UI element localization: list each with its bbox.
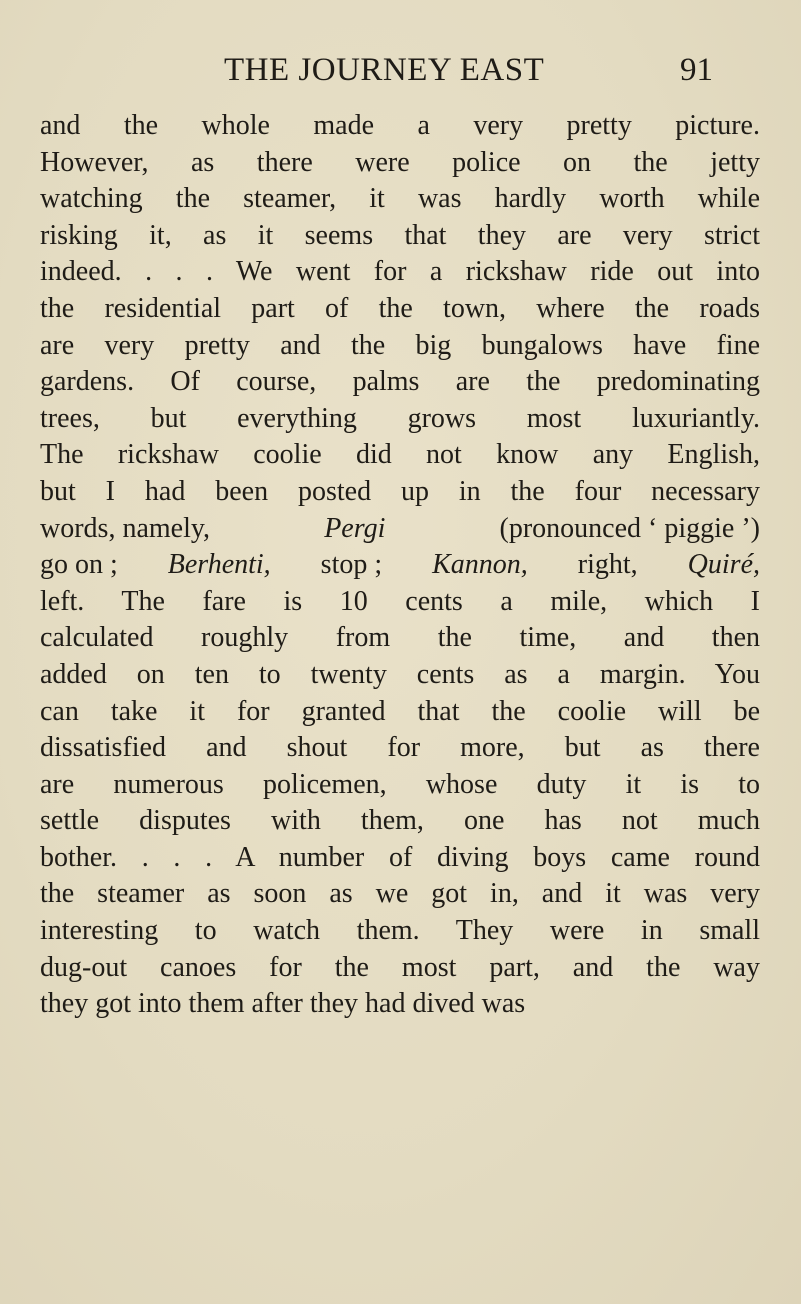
text-line: The rickshaw coolie did not know any English, bbox=[40, 439, 760, 471]
text-line: are numerous policemen, whose duty it is to bbox=[40, 768, 760, 800]
text-line: and the whole made a very pretty picture. bbox=[40, 110, 760, 141]
text-line: risking it, as it seems that they are very strict bbox=[40, 219, 760, 251]
text-line: bother. . . . A number of diving boys came round bbox=[40, 841, 760, 873]
text-line: However, as there were police on the jetty bbox=[40, 146, 760, 178]
page-number: 91 bbox=[680, 52, 713, 88]
text-line: added on ten to twenty cents as a margin. You bbox=[40, 658, 760, 690]
running-title: THE JOURNEY EAST bbox=[224, 52, 545, 88]
text-line: can take it for granted that the coolie will be bbox=[40, 695, 760, 727]
malay-word-kannon: Kannon, bbox=[432, 549, 528, 581]
running-head bbox=[0, 52, 801, 92]
text-line: watching the steamer, it was hardly worth while bbox=[40, 183, 760, 215]
text-line: calculated roughly from the time, and then bbox=[40, 622, 760, 654]
text-line: left. The fare is 10 cents a mile, which I bbox=[40, 585, 760, 617]
body-text bbox=[40, 108, 760, 1023]
text-line: but I had been posted up in the four necessary bbox=[40, 475, 760, 507]
text-line: gardens. Of course, palms are the predominating bbox=[40, 366, 760, 398]
malay-word-quire: Quiré, bbox=[687, 549, 760, 581]
text-line: they got into them after they had dived was bbox=[40, 988, 526, 1020]
text-line: are very pretty and the big bungalows have fine bbox=[40, 329, 760, 361]
malay-word-berhenti: Berhenti, bbox=[167, 549, 271, 581]
malay-word-pergi: Pergi bbox=[324, 512, 386, 544]
text-line: settle disputes with them, one has not much bbox=[40, 805, 760, 837]
text-segment: words, namely, bbox=[40, 512, 218, 544]
text-line: dissatisfied and shout for more, but as there bbox=[40, 732, 760, 764]
text-line-with-italics bbox=[40, 511, 760, 548]
text-line-with-italics bbox=[40, 547, 760, 584]
text-segment: (pronounced ‘ piggie ’) bbox=[492, 512, 760, 544]
text-segment: go on ; bbox=[40, 549, 125, 581]
text-segment: right, bbox=[570, 549, 645, 581]
text-line: interesting to watch them. They were in small bbox=[40, 915, 760, 947]
text-line: indeed. . . . We went for a rickshaw ride out into bbox=[40, 256, 760, 288]
text-segment: stop ; bbox=[313, 549, 390, 581]
text-line: trees, but everything grows most luxuriantly. bbox=[40, 402, 760, 434]
text-line: the steamer as soon as we got in, and it was very bbox=[40, 878, 760, 910]
text-line: dug-out canoes for the most part, and the way bbox=[40, 951, 760, 983]
text-line: the residential part of the town, where the roads bbox=[40, 292, 760, 324]
